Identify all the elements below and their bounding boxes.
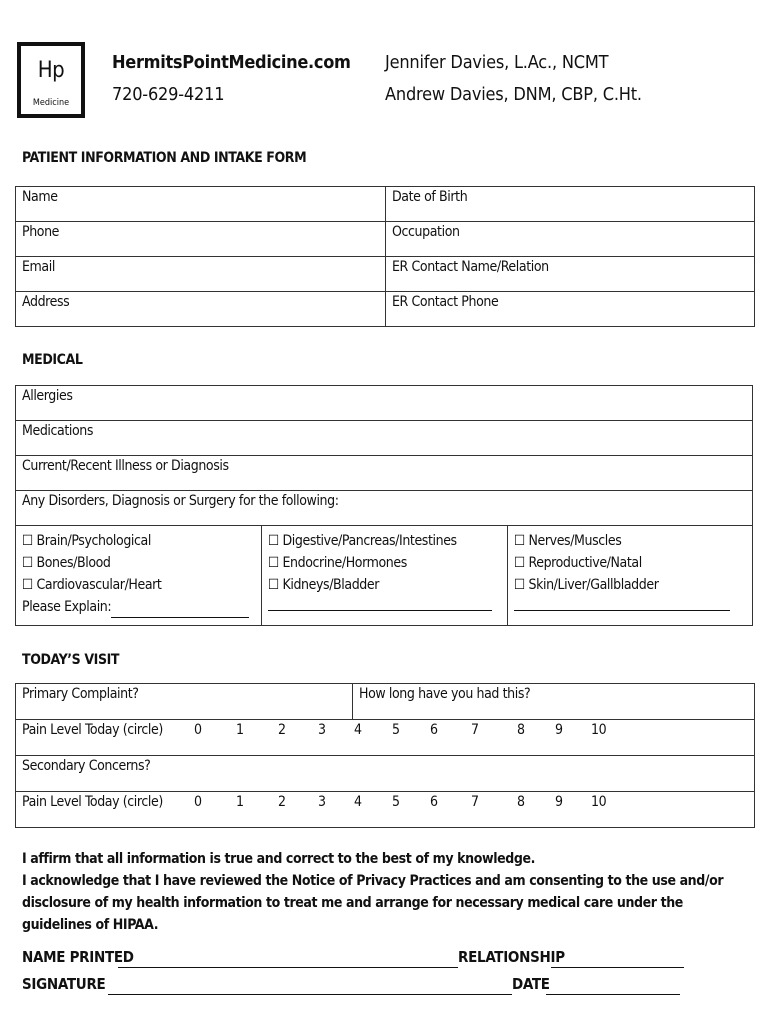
pain-0[interactable]: 0	[194, 722, 202, 738]
pain2-8[interactable]: 8	[517, 794, 525, 810]
pain-10[interactable]: 10	[591, 722, 607, 738]
disorders-label: Any Disorders, Diagnosis or Surgery for the following:	[22, 493, 339, 509]
date-label: DATE	[512, 975, 550, 993]
secondary-concerns-label: Secondary Concerns?	[22, 758, 151, 774]
address-label: Address	[22, 294, 70, 310]
pain2-7[interactable]: 7	[471, 794, 479, 810]
affirmation-line-2: I acknowledge that I have reviewed the Notice of Privacy Practices and am consenting to the use and/or disclosure of my health information to treat me and arrange for necessary medical care under the guidelines of HIPAA.	[22, 873, 724, 933]
pain2-6[interactable]: 6	[430, 794, 438, 810]
pain-5[interactable]: 5	[392, 722, 400, 738]
allergies-field[interactable]	[16, 386, 753, 421]
checkbox-kidneys[interactable]: ☐ Kidneys/Bladder	[268, 577, 380, 593]
pain2-9[interactable]: 9	[555, 794, 563, 810]
disorders-col-3	[508, 526, 753, 626]
primary-complaint-field[interactable]	[16, 684, 353, 720]
er-phone-field[interactable]	[386, 292, 755, 327]
checkbox-brain[interactable]: ☐ Brain/Psychological	[22, 533, 151, 549]
medications-label: Medications	[22, 423, 94, 439]
pain-label-1: Pain Level Today (circle)	[22, 722, 163, 738]
section-heading-visit: TODAY’S VISIT	[22, 652, 120, 668]
relationship-line[interactable]	[551, 967, 684, 968]
dob-label: Date of Birth	[392, 189, 468, 205]
pain2-2[interactable]: 2	[278, 794, 286, 810]
pain-3[interactable]: 3	[318, 722, 326, 738]
pain-label-2: Pain Level Today (circle)	[22, 794, 163, 810]
secondary-concerns-field[interactable]	[16, 756, 755, 792]
relationship-label: RELATIONSHIP	[458, 948, 565, 966]
occupation-label: Occupation	[392, 224, 460, 240]
pain2-1[interactable]: 1	[236, 794, 244, 810]
disorders-col-1	[16, 526, 262, 626]
phone-field[interactable]	[16, 222, 386, 257]
pain2-10[interactable]: 10	[591, 794, 607, 810]
logo-subtitle: Medicine	[32, 98, 70, 108]
pain-1[interactable]: 1	[236, 722, 244, 738]
pain2-3[interactable]: 3	[318, 794, 326, 810]
disorders-heading	[16, 491, 753, 526]
allergies-label: Allergies	[22, 388, 73, 404]
website: HermitsPointMedicine.com	[112, 52, 351, 73]
pain-8[interactable]: 8	[517, 722, 525, 738]
address-field[interactable]	[16, 292, 386, 327]
explain-label: Please Explain:	[22, 599, 112, 615]
explain-line-2[interactable]	[268, 596, 501, 618]
signature-label: SIGNATURE	[22, 975, 106, 993]
email-label: Email	[22, 259, 55, 275]
pain-7[interactable]: 7	[471, 722, 479, 738]
logo-symbol: Hp	[37, 58, 65, 83]
pain-9[interactable]: 9	[555, 722, 563, 738]
pain-2[interactable]: 2	[278, 722, 286, 738]
er-phone-label: ER Contact Phone	[392, 294, 499, 310]
email-field[interactable]	[16, 257, 386, 292]
affirmation-text	[22, 848, 752, 936]
pain-4[interactable]: 4	[354, 722, 362, 738]
pain-6[interactable]: 6	[430, 722, 438, 738]
dob-field[interactable]	[386, 187, 755, 222]
checkbox-cardio[interactable]: ☐ Cardiovascular/Heart	[22, 577, 162, 593]
primary-complaint-label: Primary Complaint?	[22, 686, 139, 702]
phone-label: Phone	[22, 224, 60, 240]
visit-table	[15, 683, 755, 828]
section-heading-medical: MEDICAL	[22, 352, 83, 368]
pain2-0[interactable]: 0	[194, 794, 202, 810]
affirmation-line-1: I affirm that all information is true and correct to the best of my knowledge.	[22, 851, 536, 867]
how-long-field[interactable]	[353, 684, 755, 720]
practitioner-2: Andrew Davies, DNM, CBP, C.Ht.	[385, 84, 642, 105]
name-printed-line[interactable]	[118, 967, 458, 968]
explain-field[interactable]	[22, 596, 255, 618]
patient-info-table	[15, 186, 755, 327]
checkbox-skin[interactable]: ☐ Skin/Liver/Gallbladder	[514, 577, 659, 593]
pain2-5[interactable]: 5	[392, 794, 400, 810]
signature-line[interactable]	[108, 994, 512, 995]
name-printed-label: NAME PRINTED	[22, 948, 134, 966]
pain-row-1	[16, 720, 755, 756]
how-long-label: How long have you had this?	[359, 686, 531, 702]
phone-number: 720-629-4211	[112, 84, 225, 105]
date-line[interactable]	[546, 994, 680, 995]
medications-field[interactable]	[16, 421, 753, 456]
logo	[17, 42, 85, 118]
name-label: Name	[22, 189, 58, 205]
pain-row-2	[16, 792, 755, 828]
explain-line	[111, 606, 249, 618]
pain2-4[interactable]: 4	[354, 794, 362, 810]
section-heading-patient-info: PATIENT INFORMATION AND INTAKE FORM	[22, 150, 307, 166]
medical-table	[15, 385, 753, 626]
checkbox-reproductive[interactable]: ☐ Reproductive/Natal	[514, 555, 642, 571]
illness-label: Current/Recent Illness or Diagnosis	[22, 458, 229, 474]
checkbox-endocrine[interactable]: ☐ Endocrine/Hormones	[268, 555, 407, 571]
er-contact-label: ER Contact Name/Relation	[392, 259, 549, 275]
illness-field[interactable]	[16, 456, 753, 491]
disorders-col-2	[262, 526, 508, 626]
er-contact-field[interactable]	[386, 257, 755, 292]
practitioner-1: Jennifer Davies, L.Ac., NCMT	[385, 52, 609, 73]
explain-line-3[interactable]	[514, 596, 746, 618]
checkbox-bones[interactable]: ☐ Bones/Blood	[22, 555, 111, 571]
checkbox-digestive[interactable]: ☐ Digestive/Pancreas/Intestines	[268, 533, 457, 549]
occupation-field[interactable]	[386, 222, 755, 257]
name-field[interactable]	[16, 187, 386, 222]
checkbox-nerves[interactable]: ☐ Nerves/Muscles	[514, 533, 622, 549]
